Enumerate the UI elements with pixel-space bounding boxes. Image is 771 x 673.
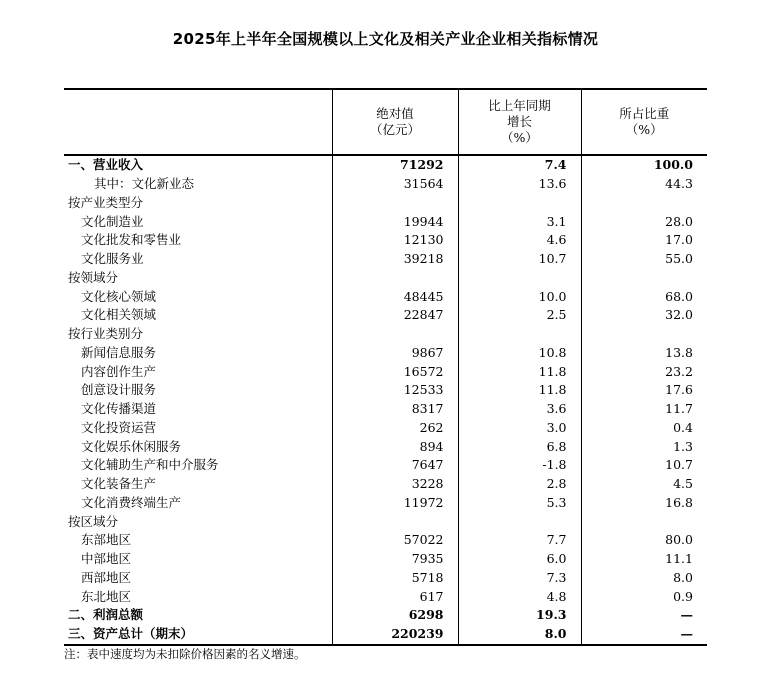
- table-row: [64, 212, 707, 231]
- row-value: [332, 512, 458, 531]
- row-growth: 6.8: [458, 437, 581, 456]
- table-row: [64, 155, 707, 175]
- row-value: 22847: [332, 306, 458, 325]
- row-value: [332, 269, 458, 288]
- header-share-unit: （%）: [625, 122, 663, 137]
- row-value: 57022: [332, 531, 458, 550]
- row-share: 1.3: [581, 437, 707, 456]
- row-label: 其中：文化新业态: [94, 176, 195, 192]
- row-label: 一、营业收入: [68, 157, 144, 173]
- header-yoy-growth-line2: 增长: [506, 114, 532, 129]
- indicator-table: [64, 88, 707, 646]
- header-share: [581, 89, 707, 155]
- row-growth: 2.8: [458, 475, 581, 494]
- row-growth: 2.5: [458, 306, 581, 325]
- row-label: 内容创作生产: [81, 363, 157, 379]
- row-value: 220239: [332, 625, 458, 645]
- row-growth: 10.7: [458, 250, 581, 269]
- row-growth: 7.7: [458, 531, 581, 550]
- row-value: 9867: [332, 344, 458, 363]
- header-yoy-growth-unit: （%）: [501, 130, 538, 145]
- header-yoy-growth-line1: 比上年同期: [488, 98, 551, 113]
- row-value: 19944: [332, 212, 458, 231]
- table-row: [64, 456, 707, 475]
- row-value: 3228: [332, 475, 458, 494]
- row-value: [332, 325, 458, 344]
- row-share: 44.3: [581, 175, 707, 194]
- row-value: 16572: [332, 362, 458, 381]
- row-value: 39218: [332, 250, 458, 269]
- row-label: 创意设计服务: [81, 382, 157, 398]
- row-label: 文化传播渠道: [81, 401, 157, 417]
- row-label: 按产业类型分: [68, 194, 144, 210]
- row-label: 东部地区: [81, 532, 132, 548]
- row-growth: 7.4: [458, 155, 581, 175]
- row-share: 28.0: [581, 212, 707, 231]
- row-value: 617: [332, 587, 458, 606]
- row-label: 文化娱乐休闲服务: [81, 438, 182, 454]
- row-share: 0.9: [581, 587, 707, 606]
- row-share: 0.4: [581, 419, 707, 438]
- table-row: [64, 531, 707, 550]
- header-indicator: [64, 89, 332, 155]
- row-value: 6298: [332, 606, 458, 625]
- row-label: 中部地区: [81, 551, 132, 567]
- row-share: 32.0: [581, 306, 707, 325]
- row-share: 8.0: [581, 569, 707, 588]
- row-growth: [458, 325, 581, 344]
- row-value: 48445: [332, 287, 458, 306]
- row-share: [581, 194, 707, 213]
- row-growth: 5.3: [458, 494, 581, 513]
- row-growth: 10.8: [458, 344, 581, 363]
- row-label: 文化消费终端生产: [81, 494, 182, 510]
- row-label: 文化辅助生产和中介服务: [81, 457, 219, 473]
- row-label: 按区域分: [68, 513, 119, 529]
- table-header-row: [64, 89, 707, 155]
- row-share: 17.0: [581, 231, 707, 250]
- table-row: [64, 344, 707, 363]
- table-row: [64, 287, 707, 306]
- header-yoy-growth: [458, 89, 581, 155]
- row-label: 文化制造业: [81, 213, 144, 229]
- table-row: [64, 569, 707, 588]
- row-share: 11.1: [581, 550, 707, 569]
- table-row: [64, 494, 707, 513]
- row-label: 文化装备生产: [81, 476, 157, 492]
- table-row: [64, 231, 707, 250]
- row-value: 7647: [332, 456, 458, 475]
- row-value: 12130: [332, 231, 458, 250]
- row-value: 8317: [332, 400, 458, 419]
- row-label: 新闻信息服务: [81, 344, 157, 360]
- table-row: [64, 325, 707, 344]
- row-growth: 8.0: [458, 625, 581, 645]
- row-share: —: [581, 625, 707, 645]
- row-label: 二、利润总额: [68, 607, 144, 623]
- row-label: 文化投资运营: [81, 419, 157, 435]
- table-row: [64, 381, 707, 400]
- row-growth: [458, 194, 581, 213]
- row-share: 55.0: [581, 250, 707, 269]
- row-label: 东北地区: [81, 588, 132, 604]
- row-growth: [458, 512, 581, 531]
- table-row: [64, 175, 707, 194]
- row-value: 11972: [332, 494, 458, 513]
- row-share: [581, 269, 707, 288]
- row-share: [581, 325, 707, 344]
- row-growth: -1.8: [458, 456, 581, 475]
- row-value: 262: [332, 419, 458, 438]
- row-growth: 4.8: [458, 587, 581, 606]
- row-value: 71292: [332, 155, 458, 175]
- row-share: 11.7: [581, 400, 707, 419]
- header-share-line1: 所占比重: [619, 106, 670, 121]
- row-growth: 10.0: [458, 287, 581, 306]
- row-growth: 3.0: [458, 419, 581, 438]
- row-growth: 4.6: [458, 231, 581, 250]
- row-growth: [458, 269, 581, 288]
- table-row: [64, 475, 707, 494]
- row-share: 16.8: [581, 494, 707, 513]
- row-label: 按领域分: [68, 269, 119, 285]
- row-value: 31564: [332, 175, 458, 194]
- row-growth: 3.1: [458, 212, 581, 231]
- row-share: 4.5: [581, 475, 707, 494]
- table-row: [64, 625, 707, 645]
- table-body: [64, 155, 707, 645]
- table-row: [64, 362, 707, 381]
- table-row: [64, 400, 707, 419]
- table-row: [64, 606, 707, 625]
- row-share: —: [581, 606, 707, 625]
- row-value: 894: [332, 437, 458, 456]
- row-value: 12533: [332, 381, 458, 400]
- row-growth: 19.3: [458, 606, 581, 625]
- table-row: [64, 269, 707, 288]
- row-share: 68.0: [581, 287, 707, 306]
- row-growth: 7.3: [458, 569, 581, 588]
- table-row: [64, 587, 707, 606]
- table-row: [64, 250, 707, 269]
- row-share: 13.8: [581, 344, 707, 363]
- row-label: 文化批发和零售业: [81, 232, 182, 248]
- header-absolute-value: [332, 89, 458, 155]
- row-label: 文化核心领域: [81, 288, 157, 304]
- row-label: 文化相关领域: [81, 307, 157, 323]
- page-title: 2025年上半年全国规模以上文化及相关产业企业相关指标情况: [172, 30, 599, 48]
- row-growth: 3.6: [458, 400, 581, 419]
- row-share: 80.0: [581, 531, 707, 550]
- row-share: 17.6: [581, 381, 707, 400]
- table-row: [64, 306, 707, 325]
- row-label: 文化服务业: [81, 251, 144, 267]
- row-share: 10.7: [581, 456, 707, 475]
- table-row: [64, 512, 707, 531]
- row-value: [332, 194, 458, 213]
- row-value: 5718: [332, 569, 458, 588]
- header-absolute-value-unit: （亿元）: [369, 122, 420, 137]
- table-row: [64, 194, 707, 213]
- header-absolute-value-line1: 绝对值: [376, 106, 414, 121]
- row-label: 三、资产总计（期末）: [64, 625, 332, 645]
- footnote: 注：表中速度均为未扣除价格因素的名义增速。: [64, 647, 306, 661]
- row-share: 100.0: [581, 155, 707, 175]
- row-share: [581, 512, 707, 531]
- row-growth: 11.8: [458, 381, 581, 400]
- row-growth: 13.6: [458, 175, 581, 194]
- row-share: 23.2: [581, 362, 707, 381]
- row-growth: 11.8: [458, 362, 581, 381]
- row-label: 按行业类别分: [68, 326, 144, 342]
- table-row: [64, 437, 707, 456]
- row-value: 7935: [332, 550, 458, 569]
- table-row: [64, 550, 707, 569]
- row-growth: 6.0: [458, 550, 581, 569]
- row-label: 西部地区: [81, 569, 132, 585]
- table-row: [64, 419, 707, 438]
